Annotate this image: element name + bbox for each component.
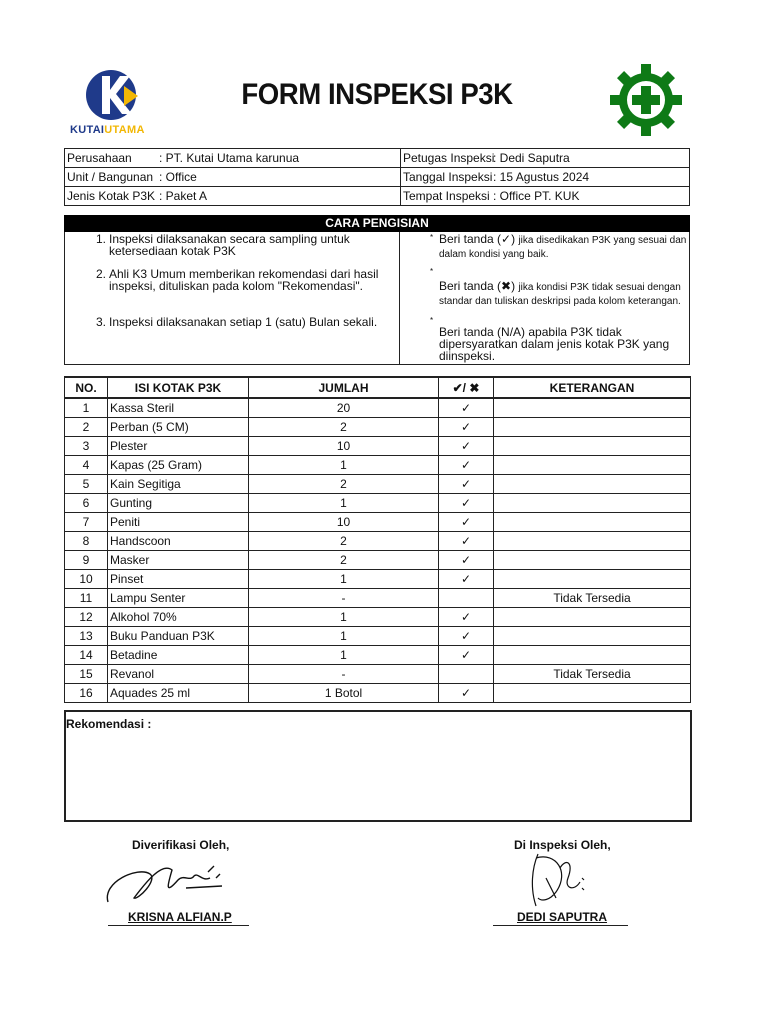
row-number: 8	[65, 532, 108, 551]
table-row	[65, 475, 691, 494]
value-perusahaan: : PT. Kutai Utama karunua	[159, 151, 300, 165]
item-quantity: 2	[249, 418, 439, 437]
item-keterangan	[494, 551, 691, 570]
table-row	[65, 437, 691, 456]
item-keterangan	[494, 475, 691, 494]
item-quantity: 10	[249, 437, 439, 456]
page-title: FORM INSPEKSI P3K	[241, 78, 513, 111]
item-check-mark: ✓	[439, 398, 494, 418]
cross-mark-icon: ✖	[501, 279, 512, 293]
item-keterangan	[494, 570, 691, 589]
step-number: 2.	[96, 267, 107, 281]
item-quantity: 1	[249, 570, 439, 589]
table-row	[65, 627, 691, 646]
info-cell-left	[65, 168, 401, 187]
item-quantity: 2	[249, 532, 439, 551]
row-number: 6	[65, 494, 108, 513]
value-tempat-inspeksi: : Office PT. KUK	[493, 189, 580, 203]
item-keterangan	[494, 398, 691, 418]
step-item	[96, 233, 386, 257]
info-row	[65, 187, 690, 206]
step-number: 3.	[96, 315, 107, 329]
item-name: Gunting	[108, 494, 249, 513]
item-keterangan	[494, 608, 691, 627]
row-number: 4	[65, 456, 108, 475]
verifier-name: KRISNA ALFIAN.P	[128, 910, 232, 924]
table-row	[65, 398, 691, 418]
item-quantity: 1	[249, 494, 439, 513]
row-number: 2	[65, 418, 108, 437]
row-number: 14	[65, 646, 108, 665]
rekomendasi-box	[64, 710, 692, 822]
table-row	[65, 513, 691, 532]
item-keterangan	[494, 494, 691, 513]
item-name: Betadine	[108, 646, 249, 665]
value-tanggal-inspeksi: : 15 Agustus 2024	[493, 170, 590, 184]
row-number: 13	[65, 627, 108, 646]
note-text: )	[511, 279, 519, 293]
item-keterangan	[494, 513, 691, 532]
item-name: Revanol	[108, 665, 249, 684]
row-number: 16	[65, 684, 108, 703]
info-table	[64, 148, 690, 206]
label-tanggal-inspeksi: Tanggal Inspeksi	[403, 170, 493, 184]
signature-line-right	[493, 925, 628, 926]
step-item	[96, 316, 386, 328]
item-check-mark: ✓	[439, 551, 494, 570]
item-name: Perban (5 CM)	[108, 418, 249, 437]
table-row	[65, 646, 691, 665]
step-item	[96, 268, 386, 292]
item-quantity: -	[249, 589, 439, 608]
item-check-mark: ✓	[439, 437, 494, 456]
item-name: Pinset	[108, 570, 249, 589]
step-text: Ahli K3 Umum memberikan rekomendasi dari hasil inspeksi, dituliskan pada kolom "Rekomendasi".	[109, 267, 379, 293]
item-quantity: 1	[249, 646, 439, 665]
table-row	[65, 589, 691, 608]
item-keterangan	[494, 684, 691, 703]
table-header-row	[65, 377, 691, 398]
table-row	[65, 608, 691, 627]
rekomendasi-label: Rekomendasi :	[66, 717, 152, 731]
inspected-by-label: Di Inspeksi Oleh,	[514, 838, 611, 852]
item-quantity: 2	[249, 475, 439, 494]
header-isi: ISI KOTAK P3K	[108, 377, 249, 398]
note-text: )	[511, 232, 519, 246]
item-quantity: -	[249, 665, 439, 684]
row-number: 9	[65, 551, 108, 570]
item-check-mark	[439, 589, 494, 608]
note-small-text: jika kondisi P3K tidak sesuai dengan standar dan tuliskan deskripsi pada kolom keterangan.	[439, 282, 681, 307]
row-number: 5	[65, 475, 108, 494]
check-mark-icon: ✓	[501, 232, 512, 246]
item-name: Kain Segitiga	[108, 475, 249, 494]
item-check-mark: ✓	[439, 513, 494, 532]
verified-by-label: Diverifikasi Oleh,	[132, 838, 230, 852]
item-name: Lampu Senter	[108, 589, 249, 608]
info-row	[65, 149, 690, 168]
note-text: Beri tanda (	[439, 279, 502, 293]
value-unit-bangunan: : Office	[159, 170, 197, 184]
row-number: 3	[65, 437, 108, 456]
item-keterangan: Tidak Tersedia	[494, 665, 691, 684]
item-check-mark: ✓	[439, 608, 494, 627]
signature-right	[516, 848, 596, 912]
item-name: Kapas (25 Gram)	[108, 456, 249, 475]
item-check-mark: ✓	[439, 456, 494, 475]
row-number: 11	[65, 589, 108, 608]
step-text: Inspeksi dilaksanakan setiap 1 (satu) Bulan sekali.	[109, 315, 378, 329]
item-keterangan	[494, 627, 691, 646]
label-jenis-kotak: Jenis Kotak P3K	[67, 189, 156, 203]
label-petugas-inspeksi: Petugas Inspeksi	[403, 151, 495, 165]
value-jenis-kotak: : Paket A	[159, 189, 208, 203]
item-quantity: 1	[249, 627, 439, 646]
cara-pengisian-heading: CARA PENGISIAN	[64, 215, 690, 232]
item-name: Buku Panduan P3K	[108, 627, 249, 646]
company-logo-text: KUTAIUTAMA	[70, 124, 145, 136]
bullet-icon: *	[430, 316, 434, 325]
item-quantity: 1	[249, 608, 439, 627]
info-cell-left	[65, 149, 401, 168]
item-check-mark	[439, 665, 494, 684]
header-keterangan: KETERANGAN	[494, 377, 691, 398]
label-unit-bangunan: Unit / Bangunan	[67, 170, 154, 184]
item-name: Masker	[108, 551, 249, 570]
signature-line-left	[108, 925, 249, 926]
row-number: 1	[65, 398, 108, 418]
item-quantity: 10	[249, 513, 439, 532]
note-item	[439, 233, 687, 261]
step-number: 1.	[96, 232, 107, 246]
info-cell-right	[401, 149, 690, 168]
table-row	[65, 456, 691, 475]
item-keterangan	[494, 437, 691, 456]
table-row	[65, 494, 691, 513]
step-text: Inspeksi dilaksanakan secara sampling untuk ketersediaan kotak P3K	[109, 232, 350, 258]
inspection-table	[64, 376, 691, 703]
table-row	[65, 684, 691, 703]
item-keterangan	[494, 418, 691, 437]
signature-left	[98, 852, 228, 912]
row-number: 12	[65, 608, 108, 627]
item-check-mark: ✓	[439, 627, 494, 646]
header-check: ✔/ ✖	[439, 377, 494, 398]
value-petugas-inspeksi: : Dedi Saputra	[493, 151, 570, 165]
inspector-name: DEDI SAPUTRA	[517, 910, 608, 924]
note-item: Beri tanda (N/A) apabila P3K tidak dipersyaratkan dalam jenis kotak P3K yang diinspeksi.	[439, 325, 670, 363]
item-name: Kassa Steril	[108, 398, 249, 418]
row-number: 15	[65, 665, 108, 684]
item-keterangan	[494, 646, 691, 665]
item-check-mark: ✓	[439, 418, 494, 437]
item-name: Aquades 25 ml	[108, 684, 249, 703]
note-item	[439, 280, 689, 308]
table-row	[65, 418, 691, 437]
label-perusahaan: Perusahaan	[67, 151, 132, 165]
item-name: Peniti	[108, 513, 249, 532]
item-quantity: 1 Botol	[249, 684, 439, 703]
divider	[399, 232, 400, 365]
item-quantity: 20	[249, 398, 439, 418]
label-tempat-inspeksi: Tempat Inspeksi	[403, 189, 490, 203]
item-check-mark: ✓	[439, 646, 494, 665]
item-name: Plester	[108, 437, 249, 456]
item-quantity: 1	[249, 456, 439, 475]
item-check-mark: ✓	[439, 475, 494, 494]
table-row	[65, 665, 691, 684]
info-row	[65, 168, 690, 187]
row-number: 7	[65, 513, 108, 532]
header-no: NO.	[65, 377, 108, 398]
table-row	[65, 532, 691, 551]
item-check-mark: ✓	[439, 684, 494, 703]
note-text: Beri tanda (	[439, 232, 502, 246]
item-keterangan: Tidak Tersedia	[494, 589, 691, 608]
item-keterangan	[494, 456, 691, 475]
note-small-text: jika disedikakan P3K yang sesuai dan dalam kondisi yang baik.	[439, 235, 687, 260]
item-check-mark: ✓	[439, 570, 494, 589]
item-check-mark: ✓	[439, 494, 494, 513]
bullet-icon: *	[430, 267, 434, 276]
info-cell-right	[401, 187, 690, 206]
row-number: 10	[65, 570, 108, 589]
info-cell-left	[65, 187, 401, 206]
item-check-mark: ✓	[439, 532, 494, 551]
bullet-icon: *	[430, 233, 434, 242]
item-name: Handscoon	[108, 532, 249, 551]
info-cell-right	[401, 168, 690, 187]
header-jumlah: JUMLAH	[249, 377, 439, 398]
item-name: Alkohol 70%	[108, 608, 249, 627]
item-quantity: 2	[249, 551, 439, 570]
table-row	[65, 570, 691, 589]
item-keterangan	[494, 532, 691, 551]
k3-safety-emblem	[606, 64, 686, 136]
table-row	[65, 551, 691, 570]
